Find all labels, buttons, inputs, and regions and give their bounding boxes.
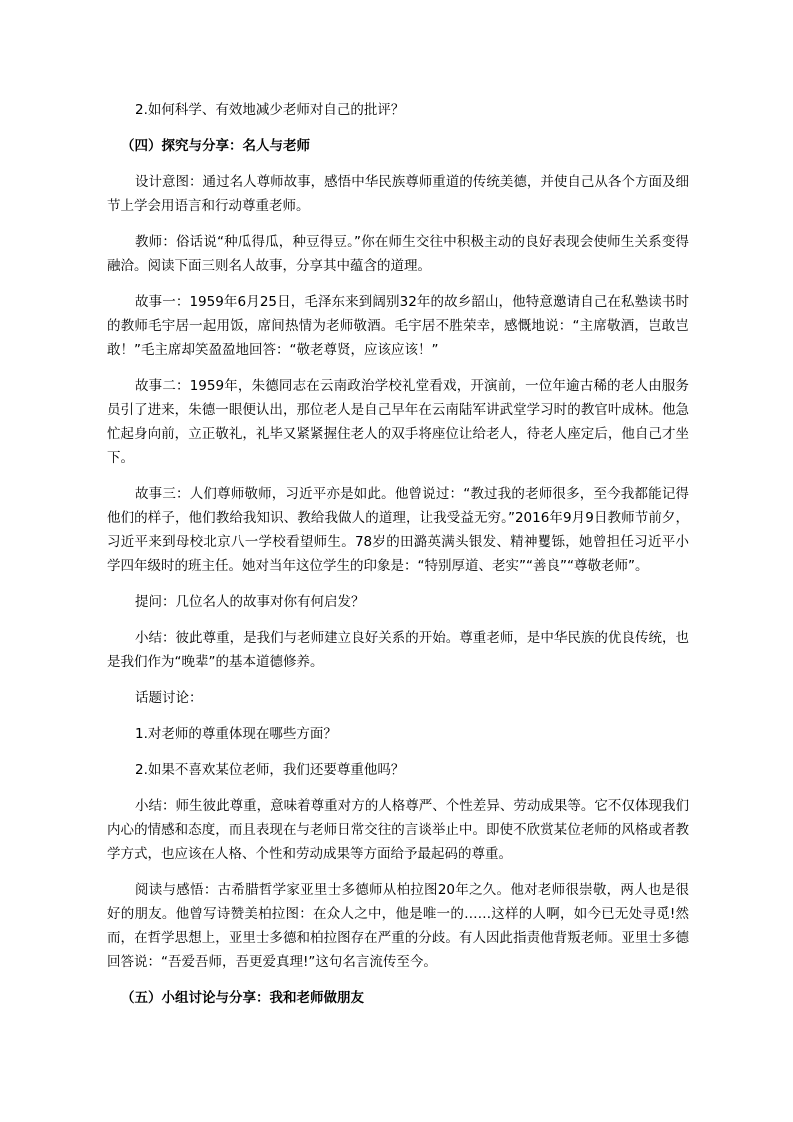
discussion-item: 2.如果不喜欢某位老师，我们还要尊重他吗？ — [135, 762, 405, 778]
design-intent: 设计意图：通过名人尊师故事，感悟中华民族尊师重道的传统美德，并使自己从各个方面及细节上学会用语言和行动尊重老师。 — [107, 174, 689, 214]
discussion-topic: 话题讨论： — [135, 690, 203, 706]
summary: 小结：师生彼此尊重，意味着尊重对方的人格尊严、个性差异、劳动成果等。它不仅体现我们内心的情感和态度，而且表现在与老师日常交往的言谈举止中。即使不欣赏某位老师的风格或者教学方式，也应该在人格、个性和劳动成果等方面给予最起码的尊重。 — [107, 798, 689, 862]
story-three: 故事三：人们尊师敬师，习近平亦是如此。他曾说过：“教过我的老师很多，至今我都能记得他们的样子，他们教给我知识、教给我做人的道理，让我受益无穷。”2016年9月9日教师节前夕，习近平来到母校北京八一学校看望师生。78岁的田潞英满头银发、精神矍铄，她曾担任习近平小学四年级时的班主任。她对当年这位学生的印象是：“特别厚道、老实”“善良”“尊敬老师”。 — [107, 486, 689, 574]
summary: 小结：彼此尊重，是我们与老师建立良好关系的开始。尊重老师，是中华民族的优良传统，也是我们作为“晚辈”的基本道德修养。 — [107, 630, 689, 670]
section-heading: （四）探究与分享：名人与老师 — [121, 138, 310, 154]
teacher-intro: 教师：俗话说“种瓜得瓜，种豆得豆。”你在师生交往中积极主动的良好表现会使师生关系变得融洽。阅读下面三则名人故事，分享其中蕴含的道理。 — [107, 234, 689, 274]
document-body — [107, 98, 689, 1022]
section-heading: （五）小组讨论与分享：我和老师做朋友 — [121, 990, 364, 1006]
story-two: 故事二：1959年，朱德同志在云南政治学校礼堂看戏，开演前，一位年逾古稀的老人由服务员引了进来，朱德一眼便认出，那位老人是自己早年在云南陆军讲武堂学习时的教官叶成林。他急忙起身向前，立正敬礼，礼毕又紧紧握住老人的双手将座位让给老人，待老人座定后，他自己才坐下。 — [107, 378, 689, 466]
reading-reflection: 阅读与感悟：古希腊哲学家亚里士多德师从柏拉图20年之久。他对老师很崇敬，两人也是很好的朋友。他曾写诗赞美柏拉图：在众人之中，他是唯一的……这样的人啊，如今已无处寻觅!然而，在哲学思想上，亚里士多德和柏拉图存在严重的分歧。有人因此指责他背叛老师。亚里士多德回答说：“吾爱吾师，吾更爱真理!”这句名言流传至今。 — [107, 882, 689, 970]
discussion-item: 1.对老师的尊重体现在哪些方面？ — [135, 726, 337, 742]
question-item: 2.如何科学、有效地减少老师对自己的批评？ — [135, 102, 405, 118]
story-one: 故事一：1959年6月25日，毛泽东来到阔别32年的故乡韶山，他特意邀请自己在私塾读书时的教师毛宇居一起用饭，席间热情为老师敬酒。毛宇居不胜荣幸，感慨地说：“主席敬酒，岂敢岂敢！”毛主席却笑盈盈地回答：“敬老尊贤，应该应该！” — [107, 294, 689, 358]
question-prompt: 提问：几位名人的故事对你有何启发？ — [135, 594, 365, 610]
